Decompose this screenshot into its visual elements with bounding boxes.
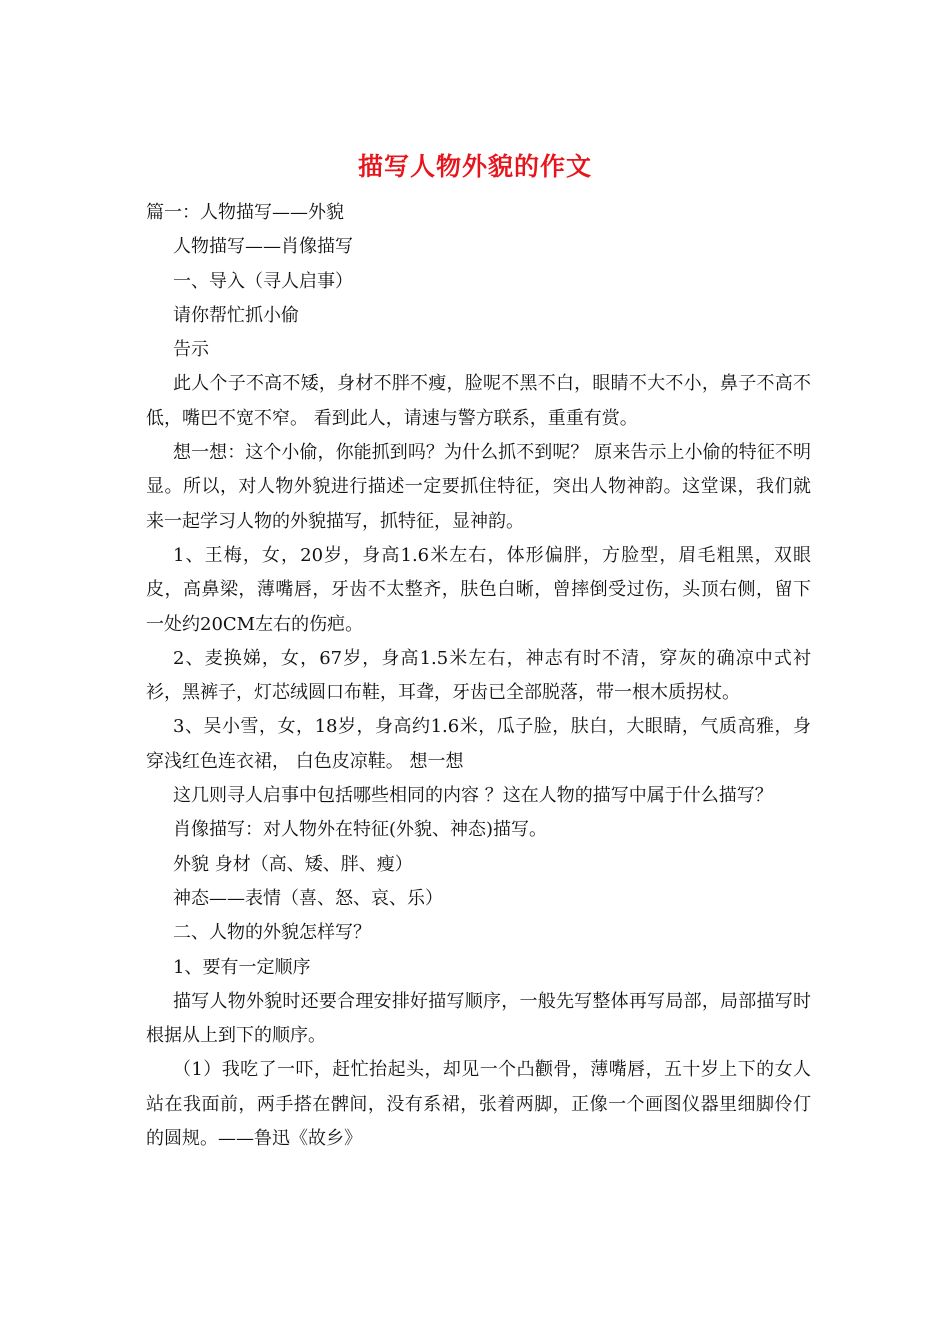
paragraph: 这几则寻人启事中包括哪些相同的内容 ？这在人物的描写中属于什么描写？ — [173, 785, 773, 807]
paragraph: （1）我吃了一吓，赶忙抬起头，却见一个凸颧骨，薄嘴唇，五十岁上下的女人站在我面前，两手搭在髀间，没有系裙，张着两脚，正像一个画图仪器里细脚伶仃的圆规。——鲁迅《故乡》 — [146, 1059, 811, 1150]
paragraph: 描写人物外貌时还要合理安排好描写顺序，一般先写整体再写局部，局部描写时根据从上到下的顺序。 — [146, 990, 811, 1047]
paragraph: 请你帮忙抓小偷 — [173, 304, 299, 326]
paragraph: 2、麦换娣，女，67岁，身高1.5米左右，神志有时不清，穿灰的确凉中式衬衫，黑裤子，灯芯绒圆口布鞋，耳聋，牙齿已全部脱落，带一根木质拐杖。 — [146, 647, 811, 704]
paragraph: 篇一：人物描写——外貌 — [146, 202, 344, 223]
document-body — [146, 196, 811, 1156]
paragraph: 一、导入（寻人启事） — [173, 270, 353, 292]
paragraph: 人物描写——肖像描写 — [173, 236, 353, 258]
paragraph: 想一想：这个小偷，你能抓到吗？为什么抓不到呢？ 原来告示上小偷的特征不明显。所以，对人物外貌进行描述一定要抓住特征，突出人物神韵。这堂课，我们就来一起学习人物的外貌描写，抓特征，显神韵。 — [146, 442, 811, 532]
paragraph: 外貌 身材（高、矮、胖、瘦） — [173, 853, 413, 875]
paragraph: 此人个子不高不矮，身材不胖不瘦，脸呢不黑不白，眼睛不大不小，鼻子不高不低，嘴巴不宽不窄。 看到此人，请速与警方联系，重重有赏。 — [146, 373, 811, 429]
paragraph: 3、吴小雪，女，18岁，身高约1.6米，瓜子脸，肤白，大眼睛，气质高雅，身穿浅红色连衣裙， 白色皮凉鞋。 想一想 — [146, 716, 811, 772]
document-title: 描写人物外貌的作文 — [357, 152, 592, 181]
paragraph: 1、要有一定顺序 — [173, 956, 311, 978]
paragraph: 二、人物的外貌怎样写？ — [173, 922, 371, 944]
paragraph: 告示 — [173, 339, 209, 361]
paragraph: 肖像描写：对人物外在特征(外貌、神态)描写。 — [173, 819, 548, 841]
paragraph: 神态——表情（喜、怒、哀、乐） — [173, 887, 443, 909]
paragraph: 1、王梅，女，20岁，身高1.6米左右，体形偏胖，方脸型，眉毛粗黑，双眼皮，高鼻梁，薄嘴唇，牙齿不太整齐，肤色白晰，曾摔倒受过伤，头顶右侧，留下一处约20CM左右的伤疤。 — [146, 544, 811, 635]
